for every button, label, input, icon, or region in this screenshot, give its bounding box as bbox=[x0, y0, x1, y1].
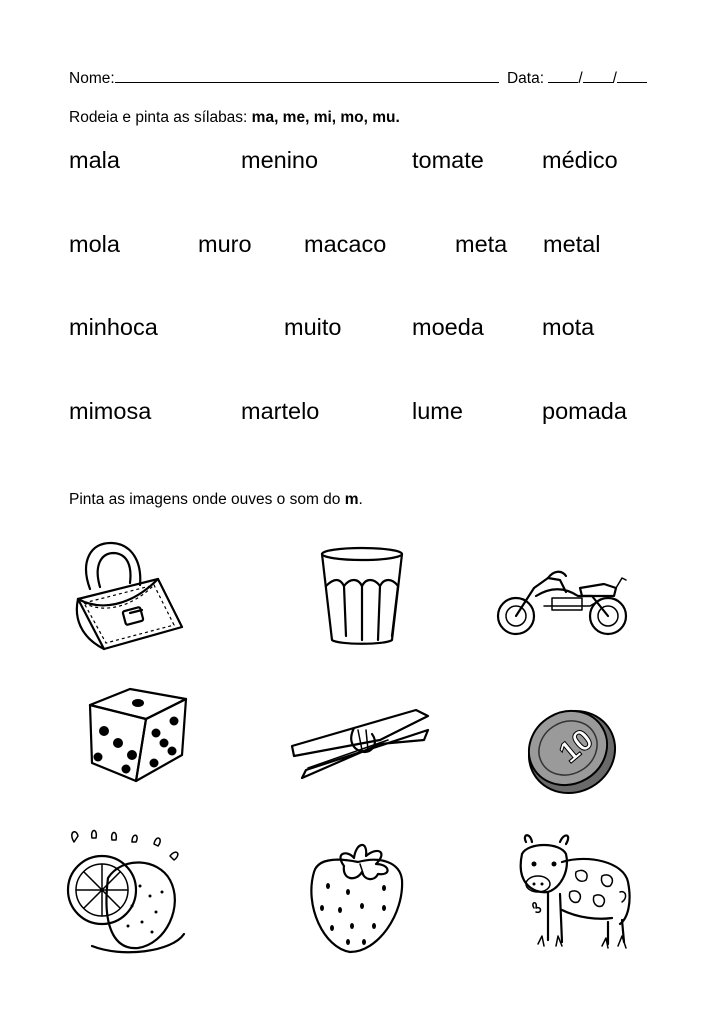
strawberry-icon[interactable] bbox=[304, 836, 408, 954]
instruction-syllables bbox=[69, 109, 400, 127]
instruction-text: Rodeia e pinta as sílabas: bbox=[69, 109, 252, 126]
word-lume: lume bbox=[412, 398, 463, 424]
die-icon[interactable] bbox=[80, 685, 190, 785]
name-label: Nome: bbox=[69, 70, 115, 87]
glass-icon[interactable] bbox=[318, 546, 406, 648]
word-moeda: moeda bbox=[412, 314, 484, 340]
word-mala: mala bbox=[69, 147, 120, 173]
word-meta: meta bbox=[455, 231, 508, 257]
coin-value: 10 bbox=[552, 722, 600, 770]
word-muro: muro bbox=[198, 231, 252, 257]
word-minhoca: minhoca bbox=[69, 314, 158, 340]
word-mota: mota bbox=[542, 314, 595, 340]
word-macaco: macaco bbox=[304, 231, 387, 257]
word-mimosa: mimosa bbox=[69, 398, 152, 424]
header-name-date: Nome: Data: / / bbox=[69, 69, 654, 88]
word-menino: menino bbox=[241, 147, 319, 173]
instruction-images: Pinta as imagens onde ouves o som do m. bbox=[69, 491, 363, 508]
date-label: Data: bbox=[506, 70, 545, 87]
clothespin-icon[interactable] bbox=[288, 706, 433, 782]
instruction-images-text: Pinta as imagens onde ouves o som do bbox=[69, 491, 345, 508]
word-pomada: pomada bbox=[542, 398, 627, 424]
word-martelo: martelo bbox=[241, 398, 320, 424]
word-medico: médico bbox=[542, 147, 618, 173]
bag-icon[interactable] bbox=[70, 537, 185, 653]
word-mola: mola bbox=[69, 231, 120, 257]
word-muito: muito bbox=[284, 314, 342, 340]
cow-icon[interactable] bbox=[508, 832, 638, 952]
word-tomate: tomate bbox=[412, 147, 484, 173]
instruction-letter: m bbox=[344, 491, 359, 508]
date-day-field[interactable] bbox=[548, 69, 578, 83]
orange-icon[interactable] bbox=[62, 826, 187, 958]
date-month-field[interactable] bbox=[583, 69, 613, 83]
coin-icon[interactable] bbox=[516, 702, 620, 798]
motorbike-icon[interactable] bbox=[496, 566, 638, 638]
date-year-field[interactable] bbox=[617, 69, 647, 83]
name-field[interactable] bbox=[115, 69, 499, 83]
word-metal: metal bbox=[543, 231, 601, 257]
syllables-list: ma, me, mi, mo, mu. bbox=[251, 109, 400, 126]
